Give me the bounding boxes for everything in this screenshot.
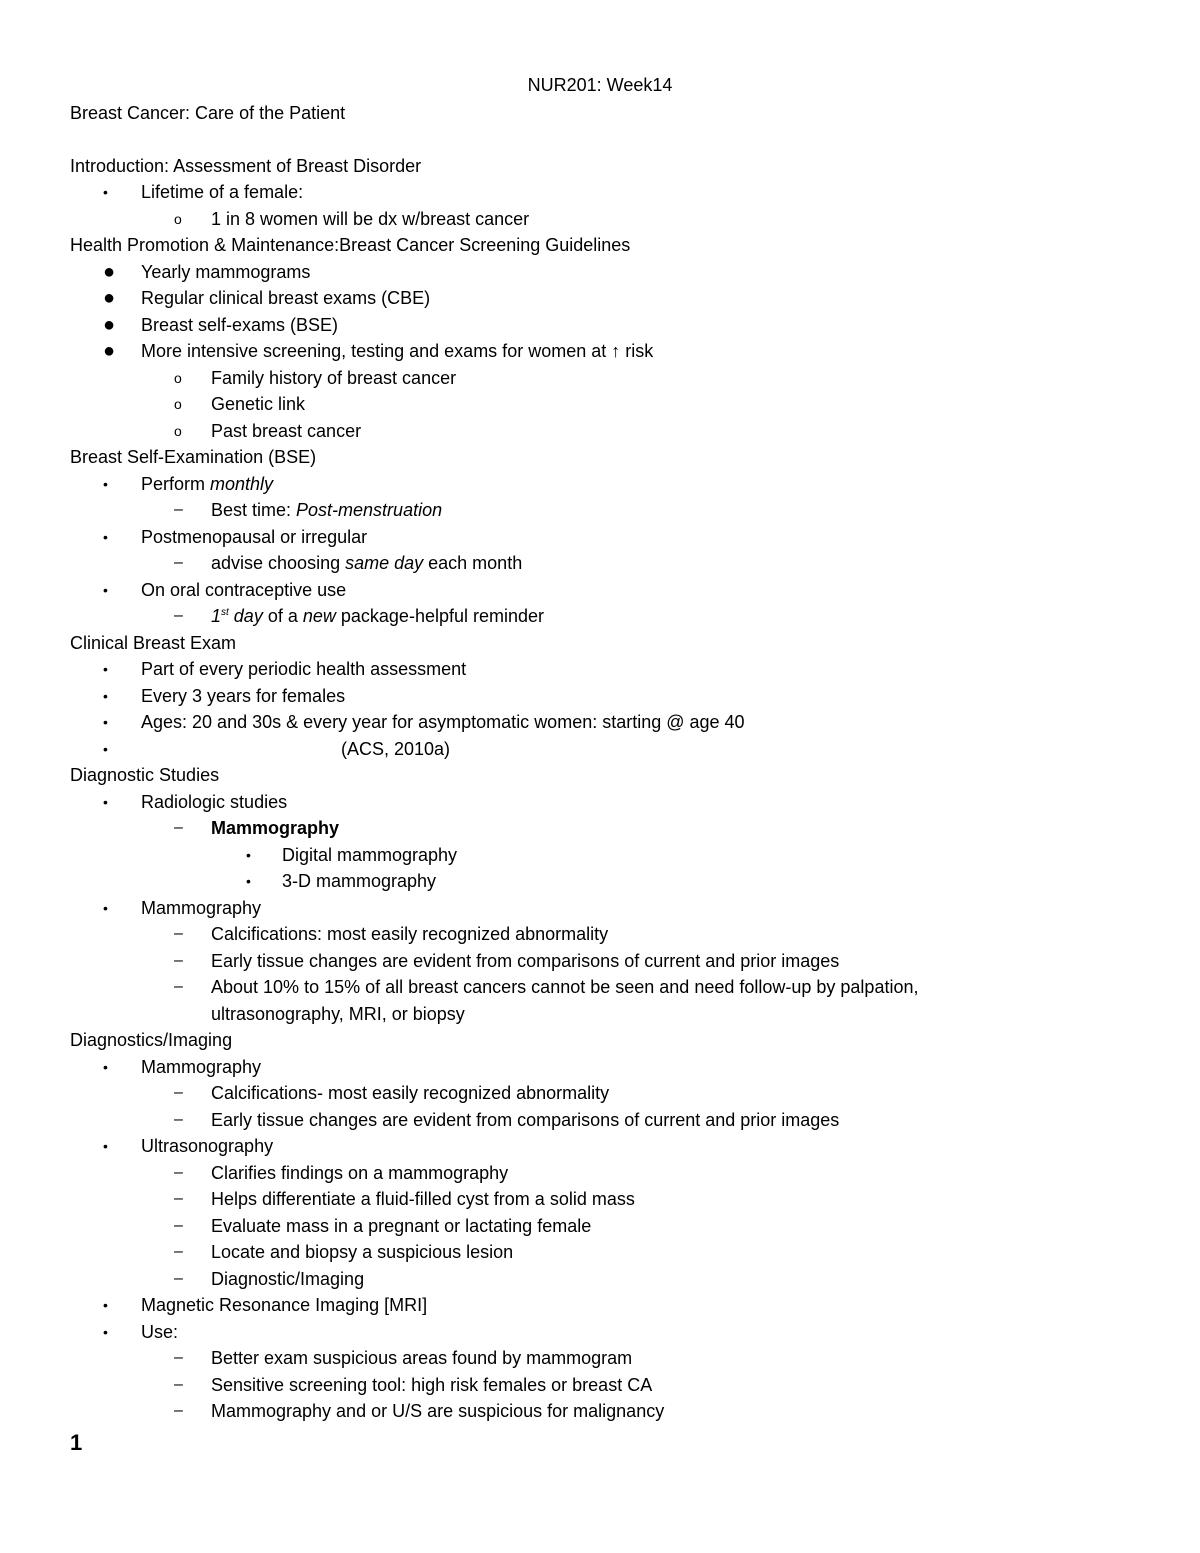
list-item: • Magnetic Resonance Imaging [MRI] (70, 1292, 1150, 1319)
list-item: ● More intensive screening, testing and exams for women at ↑ risk (70, 338, 1150, 365)
list-item: – advise choosing same day each month (70, 550, 1150, 577)
list-item: • Ultrasonography (70, 1133, 1150, 1160)
bullet-marker: • (103, 1323, 108, 1340)
bullet-marker: • (246, 873, 251, 889)
dash-marker: – (174, 607, 183, 624)
bullet-marker: • (103, 899, 108, 916)
dash-marker: – (174, 1084, 183, 1101)
document-body (70, 100, 1150, 1425)
dash-marker: – (174, 951, 183, 969)
list-item: – Calcifications- most easily recognized abnormality (70, 1080, 1150, 1107)
bullet-marker: ● (103, 340, 116, 362)
list-item: • Part of every periodic health assessment (70, 656, 1150, 683)
list-item: • Digital mammography (70, 842, 1150, 869)
list-item: – Evaluate mass in a pregnant or lactating female (70, 1213, 1150, 1240)
list-item: – Sensitive screening tool: high risk females or breast CA (70, 1372, 1150, 1399)
bullet-marker: • (103, 1297, 108, 1313)
bullet-marker: • (103, 1058, 108, 1075)
list-item: – Mammography and or U/S are suspicious for malignancy (70, 1398, 1150, 1425)
page-number: 1 (70, 1430, 83, 1455)
list-item: – Calcifications: most easily recognized abnormality (70, 921, 1150, 948)
dash-marker: – (174, 819, 183, 836)
dash-marker: – (174, 1190, 183, 1207)
bullet-marker: • (103, 687, 108, 704)
bullet-marker: • (103, 581, 108, 598)
list-item: • Every 3 years for females (70, 683, 1150, 710)
list-item: – Mammography (70, 815, 1150, 842)
list-item: • Lifetime of a female: (70, 179, 1150, 206)
dash-marker: – (174, 501, 183, 518)
bullet-marker: o (174, 422, 182, 439)
dash-marker: – (174, 1375, 183, 1393)
section-heading-diagnostic-studies: Diagnostic Studies (70, 765, 220, 785)
list-item: – 1st day of a new package-helpful reminder (70, 603, 1150, 630)
dash-marker: – (174, 1110, 183, 1128)
bullet-marker: o (174, 210, 182, 227)
list-item: – About 10% to 15% of all breast cancers cannot be seen and need follow-up by palpation, ultrasonography, MRI, or biopsy (70, 974, 1011, 1027)
section-heading-bse: Breast Self-Examination (BSE) (70, 447, 317, 467)
bullet-marker: • (103, 475, 108, 492)
list-item: • On oral contraceptive use (70, 577, 1150, 604)
section-heading-cbe: Clinical Breast Exam (70, 632, 237, 653)
list-item: – Clarifies findings on a mammography (70, 1160, 1150, 1187)
list-item: ● Regular clinical breast exams (CBE) (70, 285, 1150, 312)
bullet-marker: ● (103, 287, 116, 309)
bullet-marker: • (103, 714, 108, 730)
list-item: • Use: (70, 1319, 1150, 1346)
list-item: • 3-D mammography (70, 868, 1150, 895)
dash-marker: – (174, 978, 183, 995)
bullet-marker: • (103, 1138, 108, 1154)
list-item: • Mammography (70, 1054, 1150, 1081)
dash-marker: – (174, 1349, 183, 1366)
bullet-marker: ● (103, 313, 116, 336)
page-header (0, 75, 1200, 96)
bullet-marker: o (174, 369, 182, 386)
list-item: – Early tissue changes are evident from comparisons of current and prior images (70, 948, 1150, 975)
list-item: – Early tissue changes are evident from comparisons of current and prior images (70, 1107, 1150, 1134)
list-item: – Better exam suspicious areas found by mammogram (70, 1345, 1150, 1372)
list-item: • Postmenopausal or irregular (70, 524, 1150, 551)
dash-marker: – (174, 1269, 183, 1287)
dash-marker: – (174, 1216, 183, 1234)
bullet-marker: • (103, 184, 108, 200)
list-item: o Family history of breast cancer (70, 365, 1150, 392)
list-item: – Diagnostic/Imaging (70, 1266, 1150, 1293)
document-title: Breast Cancer: Care of the Patient (70, 103, 346, 123)
list-item: ● Breast self-exams (BSE) (70, 312, 1150, 339)
dash-marker: – (174, 554, 183, 571)
section-heading-diagnostics-imaging: Diagnostics/Imaging (70, 1030, 233, 1050)
bullet-marker: o (174, 396, 182, 412)
list-item: – Best time: Post-menstruation (70, 497, 1150, 524)
bullet-marker: ● (103, 260, 116, 283)
bullet-marker: • (103, 740, 108, 757)
dash-marker: – (174, 1243, 183, 1260)
list-item: – Locate and biopsy a suspicious lesion (70, 1239, 1150, 1266)
citation: (ACS, 2010a) (341, 738, 451, 759)
section-heading-screening-guidelines: Health Promotion & Maintenance:Breast Cancer Screening Guidelines (70, 235, 631, 255)
list-item: – Helps differentiate a fluid-filled cyst from a solid mass (70, 1186, 1150, 1213)
list-item: • Radiologic studies (70, 789, 1150, 816)
list-item: • Mammography (70, 895, 1150, 922)
dash-marker: – (174, 1163, 183, 1181)
dash-marker: – (174, 925, 183, 942)
bullet-marker: • (103, 661, 108, 677)
list-item: • Perform monthly (70, 471, 1150, 498)
list-item: o Past breast cancer (70, 418, 1150, 445)
bullet-marker: • (246, 846, 251, 863)
list-item (70, 736, 1150, 763)
bullet-marker: • (103, 793, 108, 810)
course-week-label: NUR201: Week14 (527, 75, 673, 95)
list-item: ● Yearly mammograms (70, 259, 1150, 286)
list-item: o 1 in 8 women will be dx w/breast cancer (70, 206, 1150, 233)
list-item: • Ages: 20 and 30s & every year for asymptomatic women: starting @ age 40 (70, 709, 1150, 736)
dash-marker: – (174, 1402, 183, 1419)
bullet-marker: • (103, 528, 108, 545)
list-item: o Genetic link (70, 391, 1150, 418)
section-heading-introduction: Introduction: Assessment of Breast Disorder (70, 155, 422, 176)
